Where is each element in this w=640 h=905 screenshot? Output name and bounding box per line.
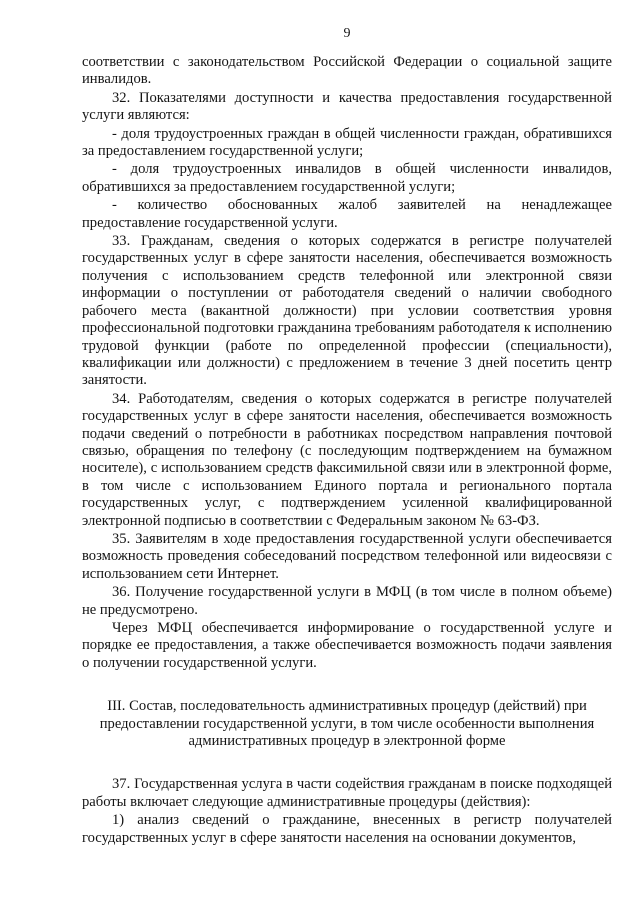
list-item-employed-citizens: - доля трудоустроенных граждан в общей численности граждан, обратившихся за предоставлением государственной услуги; [82,125,612,160]
paragraph-35: 35. Заявителям в ходе предоставления государственной услуги обеспечивается возможность проведения собеседований посредством телефонной или видеосвязи с использованием сети Интернет. [82,530,612,582]
list-item-complaints: - количество обоснованных жалоб заявителей на ненадлежащее предоставление государственной услуги. [82,197,612,231]
body-text-bottom [82,776,612,847]
body-text-top [82,54,612,672]
list-item-procedure-1: 1) анализ сведений о гражданине, внесенных в регистр получателей государственных услуг в сфере занятости населения на основании документов, [82,812,612,846]
paragraph-mfc-info: Через МФЦ обеспечивается информирование о государственной услуге и порядке ее предоставления, а также обеспечивается возможность подачи заявления о получении государственной услуги. [82,620,612,671]
list-item-employed-disabled: - доля трудоустроенных инвалидов в общей численности инвалидов, обратившихся за предоставлением государственной услуги; [82,161,612,195]
paragraph-32: 32. Показателями доступности и качества предоставления государственной услуги являются: [82,89,612,124]
paragraph-36: 36. Получение государственной услуги в МФЦ (в том числе в полном объеме) не предусмотрено. [82,584,612,618]
paragraph-33: 33. Гражданам, сведения о которых содержатся в регистре получателей государственных услуг в сфере занятости населения, обеспечивается возможность получения с использованием средств телефонной или электронной связи информации о поступлении от работодателя сведений о наличии свободного рабочего места (вакантной должности) при условии соответствия уровня профессиональной подготовки гражданина требованиям работодателя к исполнению трудовой функции (работе по определенной профессии (специальности), квалификации или должности) с предложением в течение 3 дней посетить центр занятости. [82,233,612,389]
paragraph-continuation: соответствии с законодательством Российской Федерации о социальной защите инвалидов. [82,54,612,88]
paragraph-34: 34. Работодателям, сведения о которых содержатся в регистре получателей государственных услуг в сфере занятости населения, обеспечивается возможность подачи сведений о потребности в работниках посредством направления почтовой связью, обращения по телефону (с последующим подтверждением на бумажном носителе), с использованием средств факсимильной связи или в электронной форме, в том числе с использованием Единого портала и регионального портала государственных услуг, с подтверждением усиленной квалифицированной электронной подписью в соответствии с Федеральным законом № 63-ФЗ. [82,390,612,529]
paragraph-37: 37. Государственная услуга в части содействия гражданам в поиске подходящей работы включает следующие административные процедуры (действия): [82,776,612,810]
section-heading: III. Состав, последовательность административных процедур (действий) при предоставлении государственной услуги, в том числе особенности выполнения административных процедур в электронной форме [99,698,595,750]
page-number: 9 [343,26,351,41]
